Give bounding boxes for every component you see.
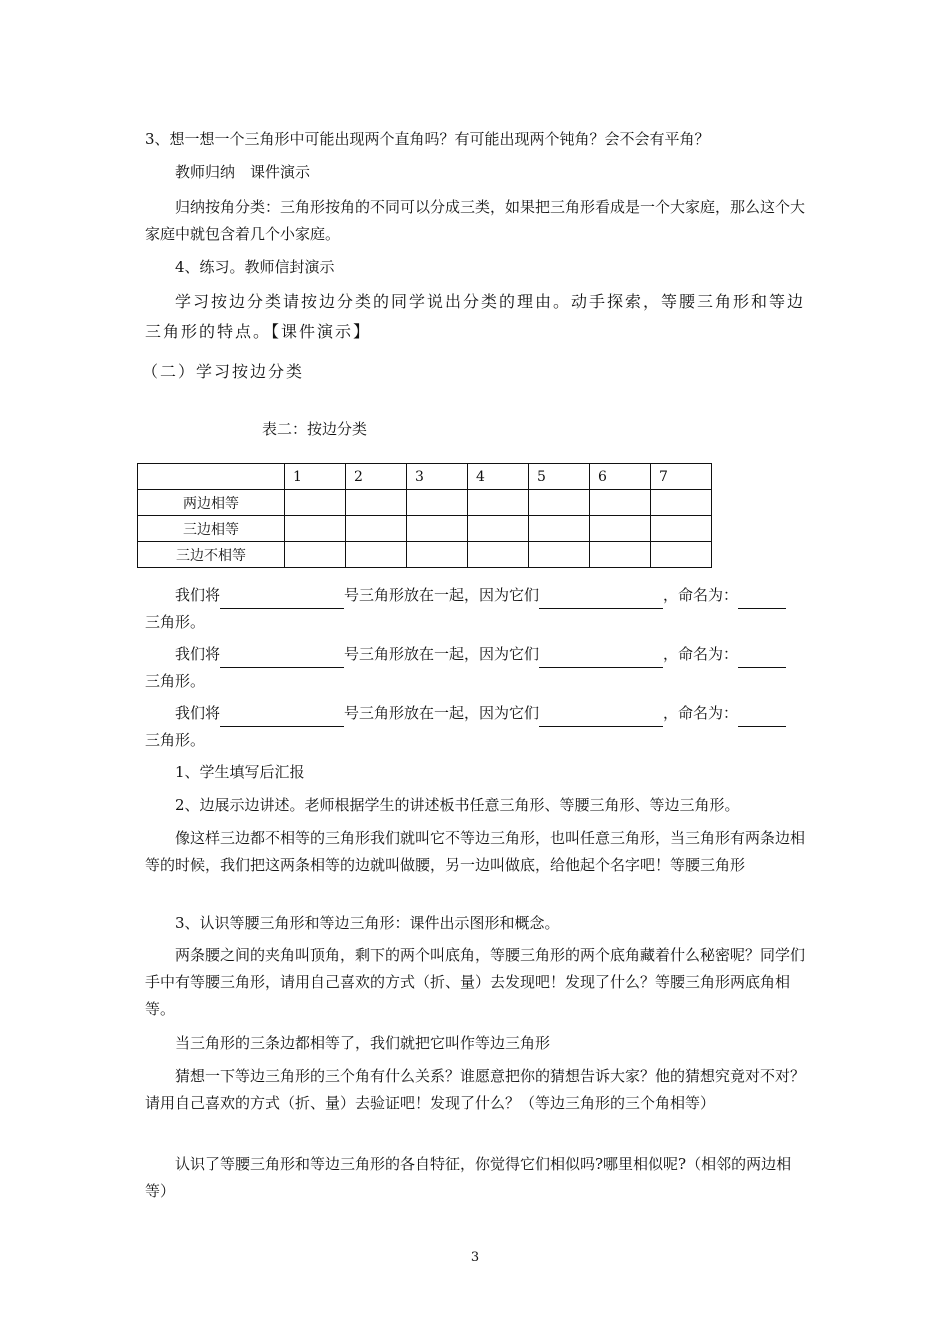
table-row (138, 490, 712, 516)
fill-in-blank-name[interactable] (738, 591, 786, 609)
fill-in-end: 三角形。 (145, 731, 206, 749)
table-row (138, 542, 712, 568)
step-2-detail: 像这样三边都不相等的三角形我们就叫它不等边三角形，也叫任意三角形，当三角形有两条边相等的时候，我们把这两条相等的边就叫做腰，另一边叫做底，给他起个名字吧！等腰三角形 (145, 829, 806, 874)
fill-in-blank-reason[interactable] (539, 709, 663, 727)
step-1: 1、学生填写后汇报 (175, 763, 305, 781)
step-3: 3、认识等腰三角形和等边三角形：课件出示图形和概念。 (175, 914, 560, 932)
column-header: 1 (285, 464, 346, 490)
column-header: 4 (468, 464, 529, 490)
angle-classification-summary: 归纳按角分类：三角形按角的不同可以分成三类，如果把三角形看成是一个大家庭，那么这个大家庭中就包含着几个小家庭。 (145, 198, 806, 243)
fill-in-sentence (145, 582, 813, 636)
row-header: 两边相等 (138, 490, 285, 516)
fill-in-naming: ，命名为： (663, 586, 739, 604)
fill-in-blank-numbers[interactable] (220, 591, 344, 609)
column-header: 2 (346, 464, 407, 490)
fill-in-end: 三角形。 (145, 672, 206, 690)
fill-in-lead: 我们将 (175, 645, 221, 663)
equilateral-definition: 当三角形的三条边都相等了，我们就把它叫作等边三角形 (175, 1034, 551, 1052)
table-cell (407, 542, 468, 568)
fill-in-blank-name[interactable] (738, 650, 786, 668)
teacher-summary: 教师归纳 课件演示 (175, 163, 311, 181)
table-caption: 表二：按边分类 (262, 420, 368, 438)
fill-in-blank-reason[interactable] (539, 591, 663, 609)
step-3-detail: 两条腰之间的夹角叫顶角，剩下的两个叫底角，等腰三角形的两个底角藏着什么秘密呢？同学们手中有等腰三角形，请用自己喜欢的方式（折、量）去发现吧！发现了什么？等腰三角形两底角相等。 (145, 946, 806, 1018)
column-header: 6 (590, 464, 651, 490)
table-cell (529, 516, 590, 542)
table-cell (529, 542, 590, 568)
fill-in-blank-numbers[interactable] (220, 650, 344, 668)
fill-in-blank-name[interactable] (738, 709, 786, 727)
side-classification-intro: 学习按边分类请按边分类的同学说出分类的理由。动手探索，等腰三角形和等边三角形的特点。【课件演示】 (145, 292, 806, 341)
column-header: 7 (651, 464, 712, 490)
question-3: 3、想一想一个三角形中可能出现两个直角吗？有可能出现两个钝角？会不会有平角？ (145, 130, 710, 148)
table-cell (468, 490, 529, 516)
table-cell (468, 516, 529, 542)
fill-in-lead: 我们将 (175, 704, 221, 722)
table-header-row (138, 464, 712, 490)
side-classification-table (137, 463, 712, 568)
fill-in-middle: 号三角形放在一起，因为它们 (344, 586, 540, 604)
fill-in-blank-reason[interactable] (539, 650, 663, 668)
exercise-4: 4、练习。教师信封演示 (175, 258, 335, 276)
fill-in-end: 三角形。 (145, 613, 206, 631)
table-cell (651, 516, 712, 542)
comparison-question: 认识了等腰三角形和等边三角形的各自特征，你觉得它们相似吗?哪里相似呢?（相邻的两边相等） (145, 1155, 792, 1200)
table-cell (407, 516, 468, 542)
fill-in-middle: 号三角形放在一起，因为它们 (344, 645, 540, 663)
table-cell (285, 516, 346, 542)
fill-in-middle: 号三角形放在一起，因为它们 (344, 704, 540, 722)
table-cell (651, 542, 712, 568)
page-number: 3 (470, 1250, 480, 1265)
table-cell (346, 490, 407, 516)
section-2-heading: （二）学习按边分类 (142, 362, 305, 381)
table-row (138, 516, 712, 542)
fill-in-naming: ，命名为： (663, 645, 739, 663)
table-cell (346, 516, 407, 542)
column-header: 3 (407, 464, 468, 490)
table-cell (407, 490, 468, 516)
table-cell (529, 490, 590, 516)
table-cell (346, 542, 407, 568)
step-2: 2、边展示边讲述。老师根据学生的讲述板书任意三角形、等腰三角形、等边三角形。 (175, 796, 740, 814)
table-cell (468, 542, 529, 568)
table-cell (590, 490, 651, 516)
fill-in-naming: ，命名为： (663, 704, 739, 722)
equilateral-guess: 猜想一下等边三角形的三个角有什么关系？谁愿意把你的猜想告诉大家？他的猜想究竟对不对？请用自己喜欢的方式（折、量）去验证吧！发现了什么？（等边三角形的三个角相等） (145, 1067, 806, 1112)
fill-in-blank-numbers[interactable] (220, 709, 344, 727)
table-cell (651, 490, 712, 516)
column-header: 5 (529, 464, 590, 490)
fill-in-sentence (145, 641, 813, 695)
table-cell (285, 542, 346, 568)
fill-in-sentence (145, 700, 813, 754)
table-corner-cell (138, 464, 285, 490)
fill-in-lead: 我们将 (175, 586, 221, 604)
table-cell (590, 542, 651, 568)
table-cell (590, 516, 651, 542)
table-cell (285, 490, 346, 516)
row-header: 三边相等 (138, 516, 285, 542)
row-header: 三边不相等 (138, 542, 285, 568)
